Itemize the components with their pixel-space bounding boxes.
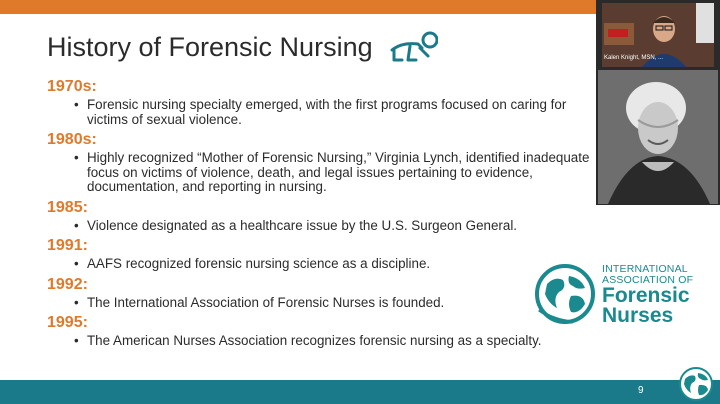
- timeline-bullet-text: AAFS recognized forensic nursing science as a discipline.: [87, 256, 431, 271]
- timeline: [47, 78, 607, 353]
- bottom-bar: [0, 380, 720, 404]
- logo-line-4: Nurses: [602, 304, 674, 327]
- timeline-bullet: [47, 98, 607, 127]
- timeline-year: 1995:: [47, 314, 88, 331]
- crawling-baby-icon: [388, 30, 438, 64]
- timeline-year: 1985:: [47, 198, 88, 216]
- participant-name: Kalen Knight, MSN, ...: [604, 55, 664, 61]
- timeline-year: 1980s:: [47, 131, 97, 148]
- timeline-bullet-text: Highly recognized “Mother of Forensic Nursing,” Virginia Lynch, identified inadequate focus on victims of violence, death, and legal issues pertaining to evidence, documentation, and reporting in nursing.: [87, 150, 590, 194]
- organization-logo: [602, 264, 693, 326]
- timeline-bullet: [47, 334, 607, 349]
- timeline-bullet: [47, 257, 607, 272]
- timeline-bullet-text: The International Association of Forensic Nurses is founded.: [87, 294, 445, 310]
- timeline-bullet-text: Violence designated as a healthcare issue by the U.S. Surgeon General.: [87, 217, 518, 233]
- timeline-year: 1992:: [47, 275, 88, 293]
- slide-title: History of Forensic Nursing: [47, 32, 373, 62]
- timeline-bullet-text: The American Nurses Association recognizes forensic nursing as a specialty.: [87, 333, 542, 348]
- timeline-year: 1970s:: [47, 78, 97, 95]
- bullet-marker: •: [74, 97, 79, 112]
- logo-line-3: Forensic: [602, 284, 690, 307]
- timeline-bullet-text: Forensic nursing specialty emerged, with the first programs focused on caring for victims of sexual violence.: [87, 97, 567, 127]
- portrait-photo: [598, 70, 718, 204]
- page-number: 9: [638, 385, 644, 396]
- bullet-marker: •: [74, 150, 79, 165]
- bullet-marker: •: [74, 256, 79, 271]
- globe-icon: [676, 364, 716, 404]
- bullet-marker: •: [74, 294, 79, 310]
- bullet-marker: •: [74, 333, 79, 348]
- timeline-bullet: [47, 151, 607, 195]
- globe-icon: [533, 262, 597, 326]
- timeline-bullet: [47, 219, 607, 234]
- logo-line-2: ASSOCIATION OF: [602, 274, 694, 286]
- timeline-bullet: [47, 296, 607, 311]
- bullet-marker: •: [74, 217, 79, 233]
- logo-line-1: INTERNATIONAL: [602, 263, 688, 275]
- timeline-year: 1991:: [47, 237, 88, 254]
